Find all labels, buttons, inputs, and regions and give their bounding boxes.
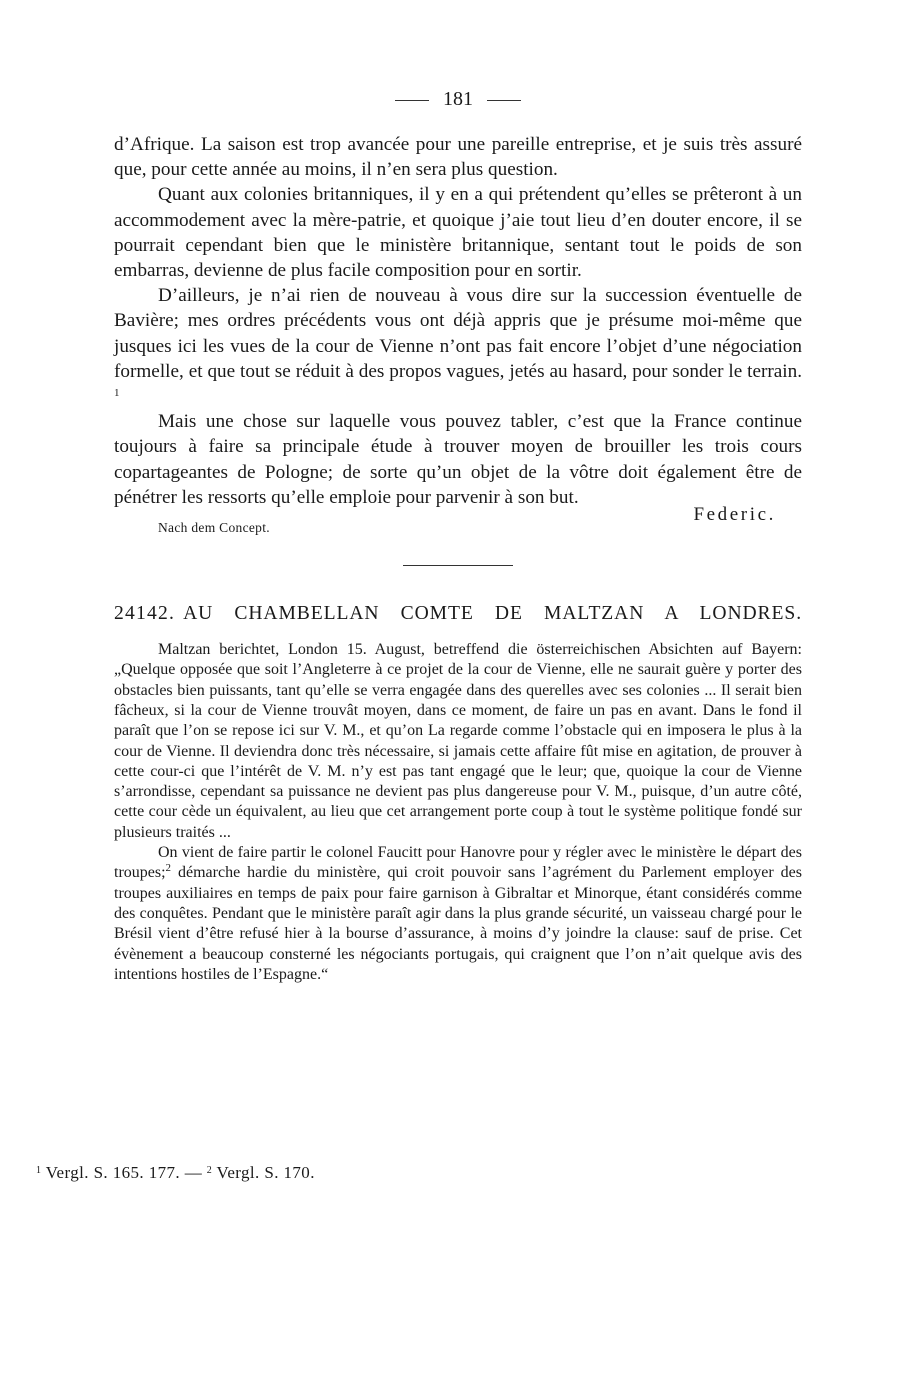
- letter2-paragraph-1: Maltzan berichtet, London 15. August, betreffend die österreichischen Absichten auf Bayern: „Quelque opposée que soit l’Angleterre à ce projet de la cour de Vienne, elle ne saurait guère y porter des obstacles bien puissants, tant qu’elle se verra engagée dans des querelles avec ses colonies ... Il serait bien fâcheux, si la cour de Vienne trouvât moyen, dans ce moment, de faire un pas en avant. Dans le fond il paraît que l’on se repose ici sur V. M., et qu’on La regarde comme l’obstacle qui en imposera le plus à la cour de Vienne. Il deviendra donc très nécessaire, si jamais cette affaire fût mise en agitation, de prouver à cette cour-ci que l’intérêt de V. M. n’y est pas tant engagé que le leur; que, quoique la cour de Vienne s’arrondisse, cependant sa puissance ne devient pas plus dangereuse pour V. M., puisque, d’un autre côté, cette cour cède un équivalent, au lieu que cet arrangement porte coup à tout le système politique fondé sur plusieurs traités ...: [114, 641, 802, 841]
- letter1-paragraph-4: Mais une chose sur laquelle vous pouvez tabler, c’est que la France continue toujours à faire sa principale étude à trouver moyen de brouiller les trois cours copartageantes de Pologne; de sorte qu’un objet de la vôtre doit également être de pénétrer les ressorts qu’elle emploie pour parvenir à son but.: [114, 411, 802, 508]
- section-divider: [403, 565, 513, 566]
- page-number: 181: [443, 87, 473, 110]
- letter1-paragraph-3-text: D’ailleurs, je n’ai rien de nouveau à vous dire sur la succession éventuelle de Bavière; mes ordres précédents vous ont déjà appris que je présume moi-même que jusques ici les vues de la cour de Vienne n’ont pas fait encore l’objet d’une négociation formelle, et que tout se réduit à des propos vagues, jetés au hasard, pour sonder le terrain.: [114, 285, 802, 382]
- source-note: Nach dem Concept.: [158, 520, 270, 536]
- letter2-title: AU CHAMBELLAN COMTE DE MALTZAN A LONDRES.: [183, 603, 802, 625]
- letter2-heading: [114, 603, 802, 625]
- letter1-paragraph-2: Quant aux colonies britanniques, il y en a qui prétendent qu’elles se prêteront à un accommodement avec la mère-patrie, et quoique j’aie tout lieu d’en douter encore, il se pourrait cependant bien que le ministère britannique, sentant tout le poids de son embarras, devienne de plus facile composition pour en sortir.: [114, 184, 802, 282]
- signature: Federic.: [693, 504, 776, 526]
- footnote-text-1: Vergl. S. 165. 177. —: [45, 1163, 203, 1182]
- letter2-number: 24142.: [114, 603, 176, 625]
- letter1-closing: [114, 504, 802, 536]
- letter2-paragraph-2-lead: On vient de faire partir le colonel Faucitt pour Hanovre pour y régler avec le ministère le départ des troupes;: [114, 844, 802, 882]
- footnote-text-2: Vergl. S. 170.: [216, 1163, 315, 1182]
- page-header: [114, 82, 802, 116]
- footnote-ref-1: 1: [114, 387, 120, 400]
- letter2-paragraph-2-text: démarche hardie du ministère, qui croit pouvoir sans l’agrément du Parlement employer des troupes auxiliaires en temps de paix pour faire garnison à Gibraltar et Minorque, étant considérés comme des conquêtes. Pendant que le ministère paraît agir dans la plus grande sécurité, un vaisseau chargé pour le Brésil vient d’être refusé hier à la bourse d’assurance, à moins d’y joindre la clause: sauf de prise. Cet évènement a beaucoup consterné les négociants portugais, qui craignent que l’on n’ait quelque avis des intentions hostiles de l’Espagne.“: [114, 864, 803, 983]
- footnote-marker-2: 2: [206, 1165, 213, 1176]
- header-dash-right: [487, 100, 521, 101]
- letter1-paragraph-1: d’Afrique. La saison est trop avancée pour une pareille entreprise, et je suis très assuré que, pour cette année au moins, il n’en sera plus question.: [114, 134, 802, 181]
- header-dash-left: [395, 100, 429, 101]
- letter1-paragraph-3: [114, 283, 802, 409]
- document-page: [114, 82, 802, 985]
- footnotes: [36, 1163, 315, 1183]
- letter2-paragraph-2: [114, 843, 802, 985]
- footnote-marker-1: 1: [36, 1165, 42, 1176]
- footnote-ref-2: 2: [165, 862, 172, 875]
